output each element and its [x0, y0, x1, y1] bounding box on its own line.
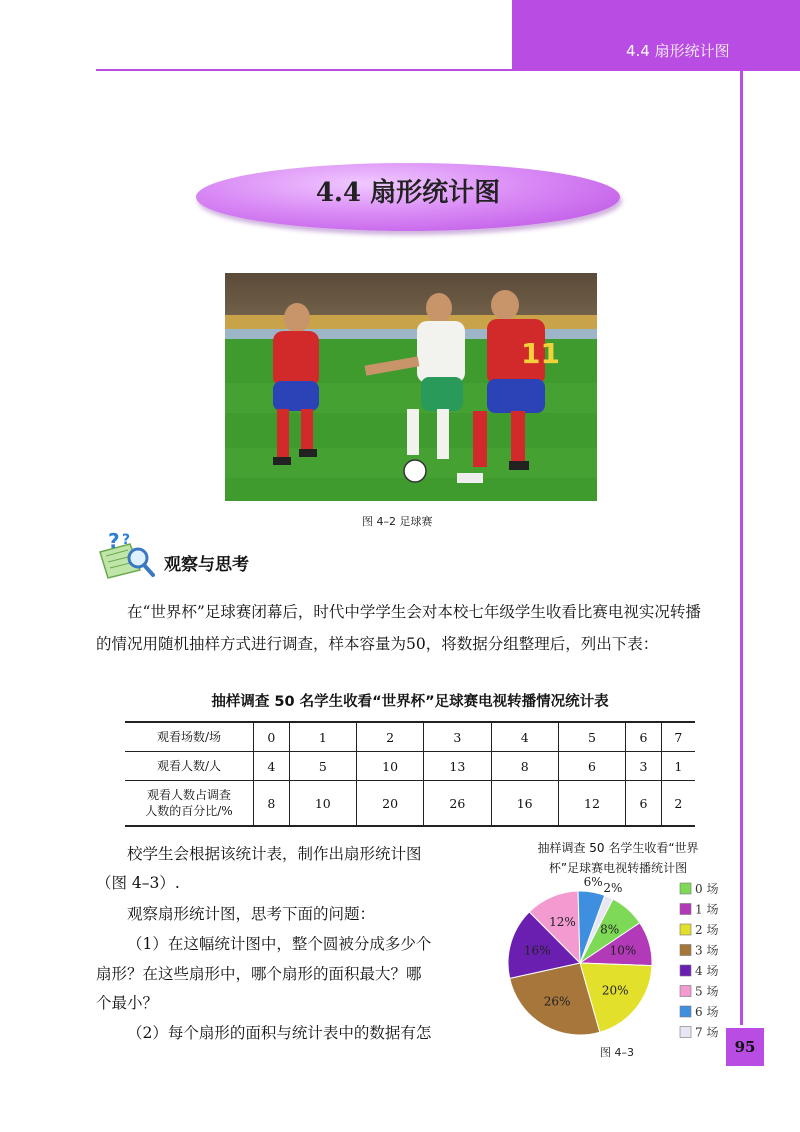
- chart-title-line: 抽样调查 50 名学生收看“世界: [537, 841, 699, 855]
- table-cell: 4: [254, 752, 290, 781]
- pie-slice-label: 10%: [609, 943, 637, 958]
- legend-swatch: [680, 945, 691, 956]
- table-cell: 2: [356, 722, 423, 752]
- legend-label: 5 场: [695, 984, 719, 999]
- question-2: （2）每个扇形的面积与统计表中的数据有怎: [127, 1024, 432, 1042]
- chart-title: [498, 838, 738, 878]
- table-cell: 13: [424, 752, 491, 781]
- pie-slice-label: 26%: [543, 994, 571, 1009]
- body-line: 个最小？: [96, 994, 159, 1012]
- pie-slice-label: 16%: [523, 943, 551, 958]
- page-number: 95: [726, 1028, 764, 1066]
- pie-slice-label: 8%: [600, 922, 620, 937]
- header-rule: [96, 69, 800, 71]
- photo-caption: 图 4–2 足球赛: [362, 515, 433, 528]
- table-cell: 8: [254, 781, 290, 827]
- table-cell: 3: [626, 752, 662, 781]
- page-title: 4.4 扇形统计图: [315, 178, 501, 208]
- legend-label: 2 场: [695, 923, 719, 937]
- row-header: 观看场数/场: [125, 722, 254, 752]
- header-section-label: 4.4 扇形统计图: [626, 42, 730, 60]
- table-cell: 1: [289, 722, 356, 752]
- legend-swatch: [680, 883, 691, 894]
- svg-text:11: 11: [521, 337, 560, 370]
- table-cell: 10: [289, 781, 356, 827]
- body-line: 扇形？在这些扇形中，哪个扇形的面积最大？哪: [96, 965, 422, 983]
- legend-label: 4 场: [695, 964, 719, 978]
- table-cell: 20: [356, 781, 423, 827]
- legend-swatch: [680, 924, 691, 935]
- legend-label: 7 场: [695, 1025, 719, 1040]
- legend-label: 0 场: [695, 882, 719, 896]
- table-cell: 4: [491, 722, 558, 752]
- soccer-photo: [225, 273, 597, 501]
- table-cell: 12: [558, 781, 625, 827]
- pie-slice-label: 2%: [603, 880, 623, 895]
- statistics-table: [125, 721, 695, 827]
- table-row: [125, 722, 695, 752]
- table-cell: 8: [491, 752, 558, 781]
- table-cell: 16: [491, 781, 558, 827]
- section-heading: 观察与思考: [164, 555, 249, 575]
- row-header-line: 观看人数占调查: [146, 788, 231, 802]
- table-cell: 10: [356, 752, 423, 781]
- table-cell: 3: [424, 722, 491, 752]
- row-header: [125, 781, 254, 827]
- svg-text:?: ?: [122, 532, 131, 548]
- chart-caption: 图 4–3: [600, 1046, 634, 1059]
- legend-label: 3 场: [695, 943, 719, 958]
- row-header-line: 人数的百分比/%: [145, 804, 233, 818]
- table-title: 抽样调查 50 名学生收看“世界杯”足球赛电视转播情况统计表: [211, 694, 609, 710]
- legend-swatch: [680, 904, 691, 915]
- table-cell: 6: [626, 781, 662, 827]
- table-cell: 2: [661, 781, 695, 827]
- table-cell: 7: [661, 722, 695, 752]
- pie-chart: [495, 875, 730, 1045]
- body-line: （图 4–3）.: [96, 874, 180, 892]
- magnifier-question-icon: [96, 530, 156, 580]
- legend-label: 1 场: [695, 902, 719, 917]
- svg-text:?: ?: [108, 530, 120, 553]
- legend-swatch: [680, 1027, 691, 1038]
- pie-slice-label: 20%: [601, 983, 629, 998]
- legend-swatch: [680, 1006, 691, 1017]
- table-cell: 0: [254, 722, 290, 752]
- body-line: 校学生会根据该统计表，制作出扇形统计图: [127, 845, 422, 863]
- legend-swatch: [680, 965, 691, 976]
- table-cell: 5: [289, 752, 356, 781]
- legend-label: 6 场: [695, 1005, 719, 1019]
- legend-swatch: [680, 986, 691, 997]
- pie-slice-label: 12%: [549, 914, 576, 929]
- row-header: 观看人数/人: [125, 752, 254, 781]
- table-cell: 6: [626, 722, 662, 752]
- question-1: （1）在这幅统计图中，整个圆被分成多少个: [127, 935, 432, 953]
- table-row: [125, 781, 695, 827]
- chart-title-line: 杯”足球赛电视转播统计图: [548, 861, 688, 875]
- table-cell: 6: [558, 752, 625, 781]
- table-row: [125, 752, 695, 781]
- table-cell: 26: [424, 781, 491, 827]
- table-cell: 5: [558, 722, 625, 752]
- table-cell: 1: [661, 752, 695, 781]
- pie-slice-label: 6%: [583, 875, 603, 890]
- side-rule: [740, 70, 743, 1025]
- body-line: 观察扇形统计图，思考下面的问题：: [127, 905, 376, 923]
- intro-paragraph: 在“世界杯”足球赛闭幕后，时代中学学生会对本校七年级学生收看比赛电视实况转播的情况用随机抽样方式进行调查，样本容量为50，将数据分组整理后，列出下表：: [96, 603, 701, 653]
